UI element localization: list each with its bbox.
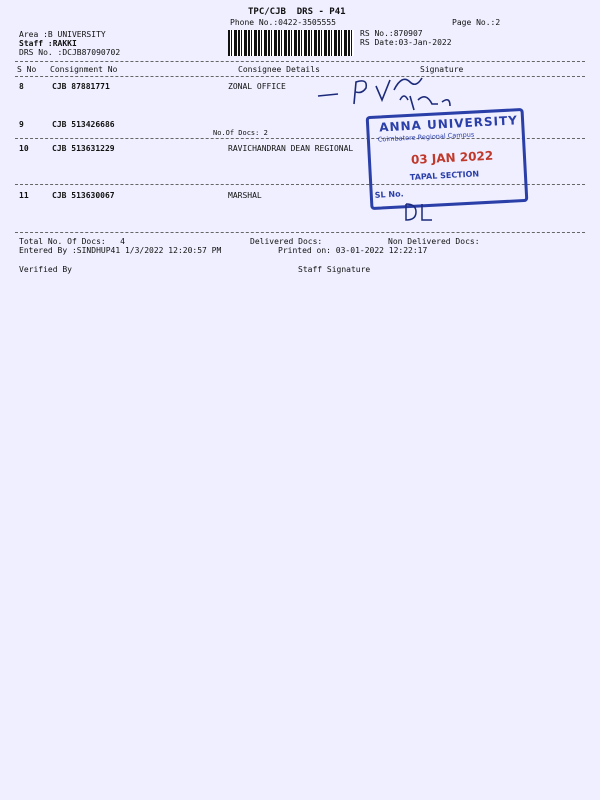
row-sno: 11 <box>19 191 29 200</box>
page-number: Page No.:2 <box>452 18 501 27</box>
row-consignee: RAVICHANDRAN DEAN REGIONAL <box>228 144 354 153</box>
row-doc-count: No.Of Docs: 2 <box>213 129 268 137</box>
col-sno: S No <box>17 65 37 74</box>
row-consignment: CJB 513630067 <box>52 191 115 200</box>
document-title: TPC/CJB DRS - P41 <box>248 7 346 17</box>
stamp-campus: Coimbatore Regional Campus <box>377 130 475 144</box>
row-sno: 9 <box>19 120 24 129</box>
staff-label: Staff :RAKKI <box>19 39 77 48</box>
barcode <box>228 30 354 56</box>
total-docs: Total No. Of Docs: 4 <box>19 237 125 246</box>
entered-by: Entered By :SINDHUP41 1/3/2022 12:20:57 PM <box>19 246 222 255</box>
row-consignee: ZONAL OFFICE <box>228 82 286 91</box>
non-delivered-docs: Non Delivered Docs: <box>388 237 480 246</box>
rs-number: RS No.:870907 <box>360 29 423 38</box>
drs-number: DRS No. :DCJB87090702 <box>19 48 121 57</box>
row-consignment: CJB 513426686 <box>52 120 115 129</box>
divider <box>15 76 585 77</box>
row-consignment: CJB 513631229 <box>52 144 115 153</box>
row-sno: 8 <box>19 82 24 91</box>
received-stamp <box>366 108 529 210</box>
col-consignee: Consignee Details <box>238 65 320 74</box>
staff-signature-label: Staff Signature <box>298 265 371 274</box>
area-label: Area :B UNIVERSITY <box>19 30 106 39</box>
col-signature: Signature <box>420 65 464 74</box>
verified-by: Verified By <box>19 265 72 274</box>
stamp-section: TAPAL SECTION <box>409 169 480 182</box>
stamp-university: ANNA UNIVERSITY <box>378 113 519 135</box>
row-sno: 10 <box>19 144 29 153</box>
rs-date: RS Date:03-Jan-2022 <box>360 38 452 47</box>
printed-on: Printed on: 03-01-2022 12:22:17 <box>278 246 428 255</box>
handwritten-initials <box>400 200 440 226</box>
delivered-docs: Delivered Docs: <box>250 237 323 246</box>
stamp-date: 03 JAN 2022 <box>410 148 494 167</box>
handwritten-signature <box>310 70 470 120</box>
divider <box>15 61 585 62</box>
row-consignee: MARSHAL <box>228 191 262 200</box>
stamp-sl-no: SL No. <box>374 189 404 200</box>
row-consignment: CJB 87881771 <box>52 82 110 91</box>
divider <box>15 232 585 233</box>
col-consignment: Consignment No <box>50 65 118 74</box>
phone-number: Phone No.:0422-3505555 <box>230 18 336 27</box>
